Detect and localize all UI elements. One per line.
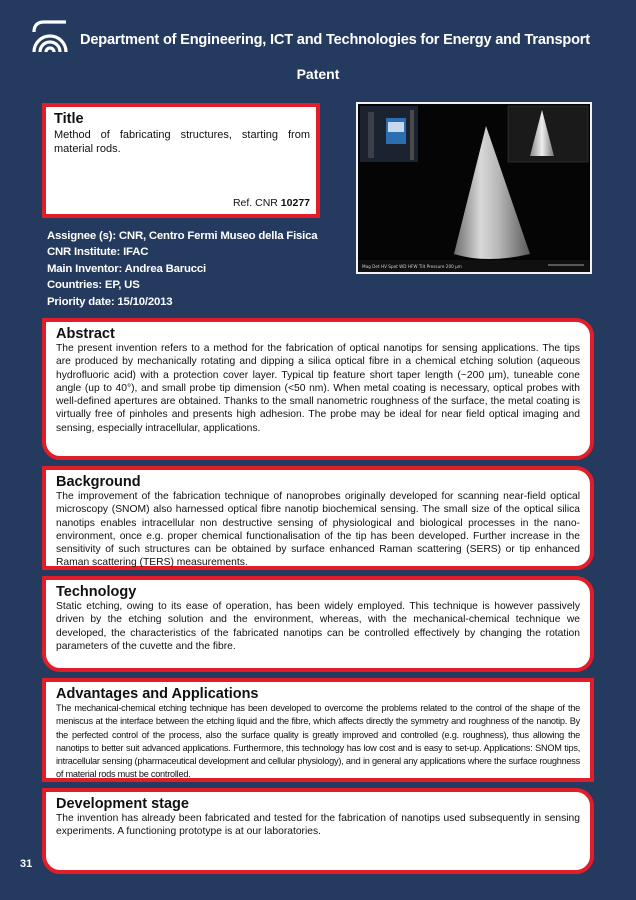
countries: Countries: EP, US [47, 279, 140, 292]
abstract-section [42, 318, 594, 460]
technology-section [42, 576, 594, 672]
patent-title: Method of fabricating structures, starting from material rods. [54, 129, 310, 155]
patent-info [47, 228, 347, 310]
background-text: The improvement of the fabrication technique of nanoprobes originally developed for scanning near-field optical microscopy (SNOM) also harnessed optical fibre nanotip biochemical sensing. The small size of the optical silica nanotips enables intracellular non destructive sensing of physiological and biological processes in the nano-environment, once e.g. proper chemical functionalisation of the tip has been developed. Further increase in the sensitivity of such structures can be obtained by surface enhanced Raman scattering (SERS) or tip enhanced Raman scattering (TERS) measurements. [56, 491, 580, 569]
title-box [42, 103, 320, 218]
development-heading: Development stage [56, 796, 189, 812]
development-section [42, 788, 594, 874]
reference-number [233, 197, 310, 209]
sem-nanotip-image [356, 102, 592, 274]
background-section [42, 466, 594, 570]
advantages-text: The mechanical-chemical etching technique has been developed to overcome the problems related to the control of the shape of the meniscus at the interface between the etching liquid and the fibre, which affects directly the symmetry and roughness of the nanotip. By the perfected control of the process, also the surface quality is greatly improved and controlled (e.g. roughness), thus allowing the nanotips to better suit advanced applications. Furthermore, this technology has low cost and is easy to set-up. Applications: SNOM tips, intracellular sensing (pharmaceutical development and cellular physiology), and in general any applications where the surface roughness of material rods must be controlled. [56, 703, 580, 780]
cnr-logo-icon [30, 20, 70, 54]
advantages-section [42, 678, 594, 782]
abstract-text: The present invention refers to a method for the fabrication of optical nanotips for sensing applications. The tips are produced by mechanically rotating and dipping a silica optical fibre in a chemical etching solution (aqueous hydrofluoric acid) with a protection cover layer. Typical tip feature short taper length (~200 µm), tuneable cone angle (up to 40°), and small probe tip dimension (<50 nm). When metal coating is necessary, optical probes with well-defined apertures are obtained. Thanks to the small nanometric roughness of the surface, the metal coating is virtually free of pinholes and presents high adhesion. The probe may be ideal for near field optical imaging and sensing, especially intracellular, applications. [56, 343, 580, 434]
sem-info-strip: Mag Det HV Spot WD HFW Tilt Pressure 200 µm [362, 264, 462, 269]
ref-number: 10277 [280, 197, 310, 209]
development-text: The invention has already been fabricated and tested for the fabrication of nanotips used subsequently in sensing experiments. A functioning prototype is at our laboratories. [56, 813, 580, 838]
ref-label: Ref. CNR [232, 197, 278, 209]
assignee: Assignee (s): CNR, Centro Fermi Museo della Fisica [47, 230, 318, 242]
institute: CNR Institute: IFAC [47, 246, 149, 259]
priority-date: Priority date: 15/10/2013 [47, 295, 173, 308]
advantages-heading: Advantages and Applications [56, 686, 259, 702]
abstract-heading: Abstract [56, 326, 115, 342]
technology-heading: Technology [56, 584, 137, 600]
title-heading: Title [54, 111, 84, 127]
technology-text: Static etching, owing to its ease of operation, has been widely employed. This technique is however passively driven by the etching solution and the environment, whereas, with the mechanical-chemical technique we developed, the characteristics of the fabricated nanotips can be controlled effectively by changing the rotation parameters of the cuvette and the fibre. [56, 601, 580, 652]
department-title: Department of Engineering, ICT and Technologies for Energy and Transport [80, 32, 590, 48]
document-type: Patent [296, 66, 340, 82]
inventor: Main Inventor: Andrea Barucci [47, 262, 206, 275]
page-number: 31 [20, 858, 33, 870]
background-heading: Background [56, 474, 141, 490]
